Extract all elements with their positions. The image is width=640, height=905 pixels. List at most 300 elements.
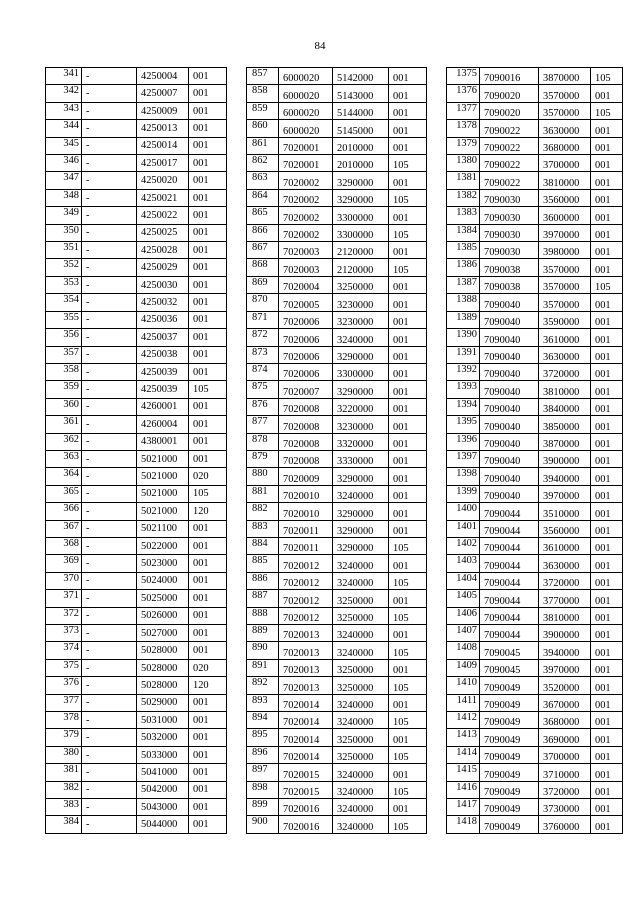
dash-cell: - xyxy=(82,433,137,450)
suffix-cell: 001 xyxy=(591,398,623,415)
row-number: 888 xyxy=(247,607,279,624)
code-cell: 3850000 xyxy=(539,416,591,433)
table-row xyxy=(46,172,227,189)
row-number: 860 xyxy=(247,120,279,137)
code-cell: 3900000 xyxy=(539,450,591,467)
row-number: 866 xyxy=(247,224,279,241)
group-code-cell: 7090040 xyxy=(480,346,539,363)
table-row xyxy=(447,329,623,346)
suffix-cell: 001 xyxy=(591,155,623,172)
suffix-cell: 001 xyxy=(389,468,427,485)
record-table-left xyxy=(45,67,227,834)
group-code-cell: 7090040 xyxy=(480,485,539,502)
row-number: 379 xyxy=(46,729,82,746)
table-row xyxy=(447,363,623,380)
suffix-cell: 001 xyxy=(389,346,427,363)
code-cell: 3560000 xyxy=(539,189,591,206)
group-code-cell: 7090016 xyxy=(480,68,539,85)
code-cell: 3900000 xyxy=(539,625,591,642)
dash-cell: - xyxy=(82,816,137,833)
table-row xyxy=(46,625,227,642)
code-cell: 5023000 xyxy=(137,555,189,572)
suffix-cell: 001 xyxy=(591,555,623,572)
suffix-cell: 001 xyxy=(189,242,227,259)
table-row xyxy=(447,729,623,746)
row-number: 1396 xyxy=(447,433,480,450)
code-cell: 2010000 xyxy=(333,137,389,154)
code-cell: 3610000 xyxy=(539,329,591,346)
code-cell: 3970000 xyxy=(539,224,591,241)
row-number: 885 xyxy=(247,555,279,572)
group-code-cell: 6000020 xyxy=(279,102,333,119)
code-cell: 3680000 xyxy=(539,137,591,154)
dash-cell: - xyxy=(82,572,137,589)
row-number: 1418 xyxy=(447,816,480,833)
row-number: 894 xyxy=(247,712,279,729)
group-code-cell: 7020006 xyxy=(279,346,333,363)
table-row xyxy=(447,294,623,311)
group-code-cell: 7090044 xyxy=(480,520,539,537)
code-cell: 3810000 xyxy=(539,381,591,398)
row-number: 858 xyxy=(247,85,279,102)
suffix-cell: 001 xyxy=(591,433,623,450)
group-code-cell: 7090030 xyxy=(480,242,539,259)
code-cell: 3610000 xyxy=(539,537,591,554)
group-code-cell: 7090049 xyxy=(480,799,539,816)
table-row xyxy=(447,677,623,694)
code-cell: 3570000 xyxy=(539,102,591,119)
code-cell: 4250029 xyxy=(137,259,189,276)
table-row xyxy=(247,155,427,172)
code-cell: 5021000 xyxy=(137,503,189,520)
suffix-cell: 001 xyxy=(189,799,227,816)
code-cell: 5041000 xyxy=(137,764,189,781)
group-code-cell: 7020002 xyxy=(279,207,333,224)
suffix-cell: 001 xyxy=(189,85,227,102)
suffix-cell: 001 xyxy=(189,294,227,311)
code-cell: 4250028 xyxy=(137,242,189,259)
suffix-cell: 105 xyxy=(389,746,427,763)
row-number: 893 xyxy=(247,694,279,711)
code-cell: 3510000 xyxy=(539,503,591,520)
table-row xyxy=(247,642,427,659)
table-row xyxy=(247,572,427,589)
code-cell: 3570000 xyxy=(539,294,591,311)
suffix-cell: 001 xyxy=(189,276,227,293)
table-row xyxy=(247,172,427,189)
table-row xyxy=(46,572,227,589)
code-cell: 5043000 xyxy=(137,799,189,816)
row-number: 886 xyxy=(247,572,279,589)
code-cell: 3940000 xyxy=(539,642,591,659)
row-number: 1408 xyxy=(447,642,480,659)
table-row xyxy=(247,816,427,833)
dash-cell: - xyxy=(82,729,137,746)
row-number: 1407 xyxy=(447,625,480,642)
code-cell: 3980000 xyxy=(539,242,591,259)
table-row xyxy=(447,468,623,485)
group-code-cell: 7090022 xyxy=(480,172,539,189)
table-row xyxy=(247,311,427,328)
row-number: 1395 xyxy=(447,416,480,433)
row-number: 876 xyxy=(247,398,279,415)
group-code-cell: 7020006 xyxy=(279,363,333,380)
row-number: 356 xyxy=(46,329,82,346)
suffix-cell: 001 xyxy=(591,450,623,467)
code-cell: 3630000 xyxy=(539,555,591,572)
row-number: 1383 xyxy=(447,207,480,224)
code-cell: 3570000 xyxy=(539,259,591,276)
code-cell: 5021100 xyxy=(137,520,189,537)
table-row xyxy=(247,207,427,224)
group-code-cell: 7020014 xyxy=(279,729,333,746)
table-row xyxy=(447,120,623,137)
group-code-cell: 7090040 xyxy=(480,363,539,380)
table-row xyxy=(46,590,227,607)
group-code-cell: 7090044 xyxy=(480,537,539,554)
group-code-cell: 7090038 xyxy=(480,276,539,293)
group-code-cell: 7020013 xyxy=(279,677,333,694)
code-cell: 3240000 xyxy=(333,329,389,346)
suffix-cell: 001 xyxy=(189,398,227,415)
suffix-cell: 105 xyxy=(189,485,227,502)
group-code-cell: 7090040 xyxy=(480,433,539,450)
row-number: 869 xyxy=(247,276,279,293)
row-number: 355 xyxy=(46,311,82,328)
suffix-cell: 001 xyxy=(189,189,227,206)
suffix-cell: 105 xyxy=(389,712,427,729)
code-cell: 5021000 xyxy=(137,468,189,485)
table-row xyxy=(46,468,227,485)
table-row xyxy=(247,555,427,572)
group-code-cell: 7090045 xyxy=(480,642,539,659)
table-row xyxy=(46,242,227,259)
group-code-cell: 7020014 xyxy=(279,694,333,711)
group-code-cell: 7020013 xyxy=(279,625,333,642)
table-row xyxy=(447,537,623,554)
suffix-cell: 001 xyxy=(189,590,227,607)
table-row xyxy=(447,694,623,711)
row-number: 352 xyxy=(46,259,82,276)
row-number: 371 xyxy=(46,590,82,607)
row-number: 367 xyxy=(46,520,82,537)
table-row xyxy=(247,625,427,642)
table-row xyxy=(447,276,623,293)
suffix-cell: 105 xyxy=(389,642,427,659)
suffix-cell: 001 xyxy=(189,781,227,798)
suffix-cell: 001 xyxy=(591,242,623,259)
table-row xyxy=(247,712,427,729)
suffix-cell: 001 xyxy=(389,799,427,816)
table-row xyxy=(46,485,227,502)
dash-cell: - xyxy=(82,172,137,189)
code-cell: 2120000 xyxy=(333,242,389,259)
code-cell: 3290000 xyxy=(333,520,389,537)
code-cell: 3240000 xyxy=(333,642,389,659)
group-code-cell: 7090049 xyxy=(480,816,539,833)
dash-cell: - xyxy=(82,485,137,502)
table-row xyxy=(447,590,623,607)
row-number: 1405 xyxy=(447,590,480,607)
group-code-cell: 7020013 xyxy=(279,659,333,676)
row-number: 890 xyxy=(247,642,279,659)
code-cell: 3940000 xyxy=(539,468,591,485)
suffix-cell: 001 xyxy=(389,416,427,433)
row-number: 1380 xyxy=(447,155,480,172)
suffix-cell: 001 xyxy=(189,172,227,189)
suffix-cell: 001 xyxy=(389,450,427,467)
row-number: 1398 xyxy=(447,468,480,485)
table-row xyxy=(447,172,623,189)
suffix-cell: 001 xyxy=(591,712,623,729)
row-number: 899 xyxy=(247,799,279,816)
row-number: 859 xyxy=(247,102,279,119)
table-row xyxy=(46,137,227,154)
group-code-cell: 7090040 xyxy=(480,329,539,346)
group-code-cell: 7090038 xyxy=(480,259,539,276)
code-cell: 2010000 xyxy=(333,155,389,172)
row-number: 1389 xyxy=(447,311,480,328)
suffix-cell: 001 xyxy=(389,590,427,607)
table-row xyxy=(247,607,427,624)
group-code-cell: 7090049 xyxy=(480,781,539,798)
code-cell: 3230000 xyxy=(333,311,389,328)
suffix-cell: 001 xyxy=(591,259,623,276)
table-row xyxy=(46,503,227,520)
table-row xyxy=(447,555,623,572)
dash-cell: - xyxy=(82,642,137,659)
code-cell: 3240000 xyxy=(333,712,389,729)
table-row xyxy=(247,189,427,206)
code-cell: 3240000 xyxy=(333,799,389,816)
code-cell: 3720000 xyxy=(539,781,591,798)
row-number: 1392 xyxy=(447,363,480,380)
code-cell: 3300000 xyxy=(333,363,389,380)
dash-cell: - xyxy=(82,224,137,241)
suffix-cell: 001 xyxy=(189,259,227,276)
group-code-cell: 7090044 xyxy=(480,590,539,607)
table-row xyxy=(247,537,427,554)
table-row xyxy=(247,259,427,276)
table-row xyxy=(447,607,623,624)
row-number: 1375 xyxy=(447,68,480,85)
suffix-cell: 001 xyxy=(591,172,623,189)
group-code-cell: 7090049 xyxy=(480,694,539,711)
suffix-cell: 105 xyxy=(389,572,427,589)
suffix-cell: 001 xyxy=(591,572,623,589)
group-code-cell: 7020011 xyxy=(279,520,333,537)
suffix-cell: 001 xyxy=(591,677,623,694)
table-row xyxy=(247,137,427,154)
suffix-cell: 001 xyxy=(591,537,623,554)
row-number: 889 xyxy=(247,625,279,642)
code-cell: 3230000 xyxy=(333,294,389,311)
code-cell: 3240000 xyxy=(333,694,389,711)
record-table-right xyxy=(446,67,623,834)
code-cell: 4380001 xyxy=(137,433,189,450)
table-row xyxy=(46,381,227,398)
table-row xyxy=(46,746,227,763)
suffix-cell: 001 xyxy=(591,207,623,224)
row-number: 1377 xyxy=(447,102,480,119)
row-number: 349 xyxy=(46,207,82,224)
suffix-cell: 001 xyxy=(189,625,227,642)
row-number: 870 xyxy=(247,294,279,311)
table-row xyxy=(46,607,227,624)
suffix-cell: 001 xyxy=(389,276,427,293)
suffix-cell: 001 xyxy=(389,433,427,450)
row-number: 361 xyxy=(46,416,82,433)
group-code-cell: 7020009 xyxy=(279,468,333,485)
table-row xyxy=(247,468,427,485)
table-row xyxy=(46,416,227,433)
table-row xyxy=(447,799,623,816)
group-code-cell: 7020003 xyxy=(279,242,333,259)
dash-cell: - xyxy=(82,746,137,763)
suffix-cell: 001 xyxy=(389,659,427,676)
suffix-cell: 105 xyxy=(389,189,427,206)
code-cell: 4250020 xyxy=(137,172,189,189)
group-code-cell: 7020008 xyxy=(279,416,333,433)
table-row xyxy=(247,764,427,781)
table-row xyxy=(447,137,623,154)
dash-cell: - xyxy=(82,764,137,781)
suffix-cell: 105 xyxy=(591,276,623,293)
suffix-cell: 001 xyxy=(591,694,623,711)
group-code-cell: 7020011 xyxy=(279,537,333,554)
row-number: 877 xyxy=(247,416,279,433)
row-number: 1393 xyxy=(447,381,480,398)
code-cell: 3240000 xyxy=(333,485,389,502)
suffix-cell: 001 xyxy=(389,363,427,380)
suffix-cell: 001 xyxy=(189,329,227,346)
dash-cell: - xyxy=(82,85,137,102)
dash-cell: - xyxy=(82,416,137,433)
table-row xyxy=(247,224,427,241)
suffix-cell: 001 xyxy=(189,102,227,119)
row-number: 892 xyxy=(247,677,279,694)
code-cell: 3810000 xyxy=(539,172,591,189)
code-cell: 3870000 xyxy=(539,433,591,450)
code-cell: 4250039 xyxy=(137,363,189,380)
suffix-cell: 001 xyxy=(189,520,227,537)
row-number: 376 xyxy=(46,677,82,694)
row-number: 880 xyxy=(247,468,279,485)
dash-cell: - xyxy=(82,712,137,729)
table-row xyxy=(447,346,623,363)
row-number: 1401 xyxy=(447,520,480,537)
code-cell: 4250036 xyxy=(137,311,189,328)
suffix-cell: 105 xyxy=(591,68,623,85)
suffix-cell: 001 xyxy=(189,433,227,450)
table-row xyxy=(46,346,227,363)
suffix-cell: 001 xyxy=(189,712,227,729)
row-number: 348 xyxy=(46,189,82,206)
suffix-cell: 001 xyxy=(591,137,623,154)
row-number: 896 xyxy=(247,746,279,763)
code-cell: 5031000 xyxy=(137,712,189,729)
table-row xyxy=(447,572,623,589)
row-number: 883 xyxy=(247,520,279,537)
row-number: 1402 xyxy=(447,537,480,554)
row-number: 865 xyxy=(247,207,279,224)
code-cell: 3250000 xyxy=(333,276,389,293)
group-code-cell: 7020007 xyxy=(279,381,333,398)
row-number: 1409 xyxy=(447,659,480,676)
suffix-cell: 001 xyxy=(591,781,623,798)
dash-cell: - xyxy=(82,555,137,572)
table-row xyxy=(46,520,227,537)
group-code-cell: 7020001 xyxy=(279,155,333,172)
row-number: 881 xyxy=(247,485,279,502)
suffix-cell: 120 xyxy=(189,677,227,694)
table-row xyxy=(447,450,623,467)
row-number: 871 xyxy=(247,311,279,328)
suffix-cell: 001 xyxy=(189,416,227,433)
table-row xyxy=(46,642,227,659)
code-cell: 5022000 xyxy=(137,537,189,554)
row-number: 383 xyxy=(46,799,82,816)
suffix-cell: 001 xyxy=(189,363,227,380)
row-number: 1410 xyxy=(447,677,480,694)
row-number: 345 xyxy=(46,137,82,154)
suffix-cell: 001 xyxy=(189,537,227,554)
code-cell: 3810000 xyxy=(539,607,591,624)
row-number: 862 xyxy=(247,155,279,172)
row-number: 1414 xyxy=(447,746,480,763)
suffix-cell: 001 xyxy=(591,485,623,502)
code-cell: 5021000 xyxy=(137,450,189,467)
table-row xyxy=(46,120,227,137)
group-code-cell: 7020008 xyxy=(279,450,333,467)
suffix-cell: 001 xyxy=(389,555,427,572)
dash-cell: - xyxy=(82,207,137,224)
dash-cell: - xyxy=(82,503,137,520)
suffix-cell: 001 xyxy=(189,120,227,137)
code-cell: 3840000 xyxy=(539,398,591,415)
table-row xyxy=(247,433,427,450)
group-code-cell: 7020013 xyxy=(279,642,333,659)
table-row xyxy=(247,590,427,607)
suffix-cell: 105 xyxy=(389,155,427,172)
code-cell: 3320000 xyxy=(333,433,389,450)
dash-cell: - xyxy=(82,468,137,485)
code-cell: 4250037 xyxy=(137,329,189,346)
table-row xyxy=(447,433,623,450)
suffix-cell: 001 xyxy=(189,746,227,763)
group-code-cell: 7090045 xyxy=(480,659,539,676)
row-number: 362 xyxy=(46,433,82,450)
row-number: 342 xyxy=(46,85,82,102)
table-row xyxy=(247,503,427,520)
row-number: 1415 xyxy=(447,764,480,781)
suffix-cell: 001 xyxy=(591,416,623,433)
group-code-cell: 7020006 xyxy=(279,311,333,328)
suffix-cell: 001 xyxy=(591,816,623,833)
code-cell: 4250017 xyxy=(137,155,189,172)
suffix-cell: 001 xyxy=(591,363,623,380)
table-row xyxy=(247,659,427,676)
table-row xyxy=(46,398,227,415)
code-cell: 3520000 xyxy=(539,677,591,694)
suffix-cell: 001 xyxy=(189,729,227,746)
table-row xyxy=(247,729,427,746)
table-row xyxy=(46,781,227,798)
code-cell: 4250013 xyxy=(137,120,189,137)
table-row xyxy=(447,816,623,833)
row-number: 1417 xyxy=(447,799,480,816)
group-code-cell: 7020010 xyxy=(279,503,333,520)
